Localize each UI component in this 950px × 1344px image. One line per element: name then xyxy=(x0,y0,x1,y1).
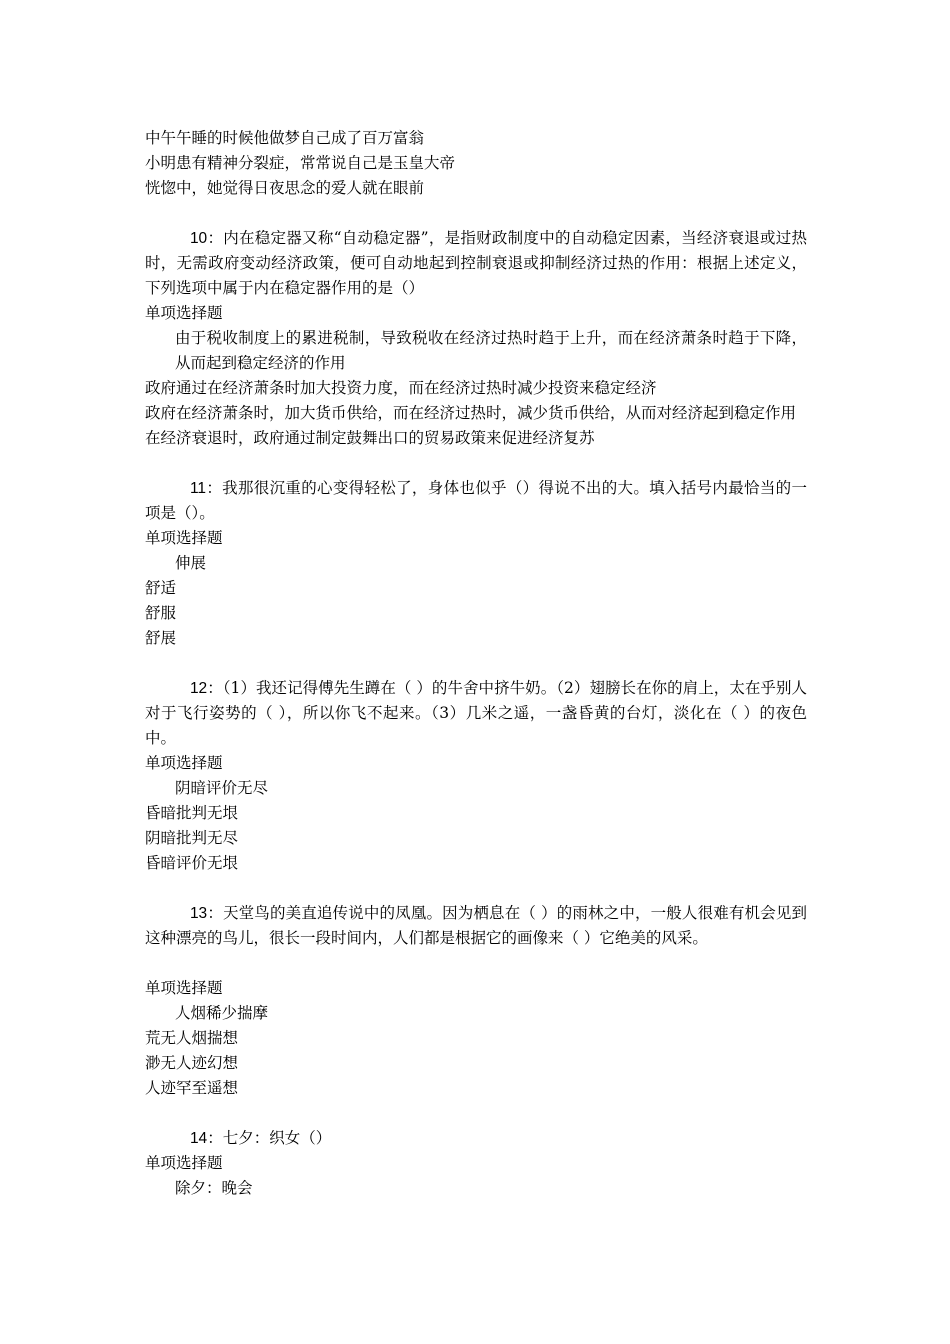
document-page xyxy=(145,126,807,1201)
option-line: 阴暗批判无尽 xyxy=(145,829,239,847)
option-line: 除夕：晚会 xyxy=(175,1179,253,1197)
question-text: ：（1）我还记得傅先生蹲在（ ）的牛舍中挤牛奶。（2）翅膀长在你的肩上，太在乎别人对于飞行姿势的（ ），所以你飞不起来。（3）几米之遥，一盏昏黄的台灯，淡化在（ ）的夜色中。 xyxy=(145,679,807,747)
question-text: ：七夕：织女（） xyxy=(207,1129,332,1147)
option-line: 恍惚中，她觉得日夜思念的爱人就在眼前 xyxy=(145,179,425,197)
question-number: 13 xyxy=(189,905,208,922)
question-stem xyxy=(145,901,807,951)
question-type: 单项选择题 xyxy=(145,529,223,547)
option-line: 昏暗批判无垠 xyxy=(145,804,239,822)
question-stem xyxy=(145,1126,807,1151)
option-line: 政府通过在经济萧条时加大投资力度，而在经济过热时减少投资来稳定经济 xyxy=(145,379,657,397)
question-text: ：内在稳定器又称“自动稳定器”，是指财政制度中的自动稳定因素，当经济衰退或过热时，无需政府变动经济政策，便可自动地起到控制衰退或抑制经济过热的作用：根据上述定义，下列选项中属于内在稳定器作用的是（） xyxy=(145,229,807,297)
option-line: 荒无人烟揣想 xyxy=(145,1029,239,1047)
question-stem xyxy=(145,226,807,301)
option-line: 伸展 xyxy=(175,554,207,572)
question-stem xyxy=(145,476,807,526)
option-line: 舒服 xyxy=(145,604,177,622)
question-type: 单项选择题 xyxy=(145,304,223,322)
question-text: ：我那很沉重的心变得轻松了，身体也似乎（）得说不出的大。填入括号内最恰当的一项是（）。 xyxy=(145,479,807,522)
question-type: 单项选择题 xyxy=(145,1154,223,1172)
question-number: 10 xyxy=(189,230,208,247)
option-line: 人烟稀少揣摩 xyxy=(175,1004,269,1022)
option-line: 由于税收制度上的累进税制，导致税收在经济过热时趋于上升，而在经济萧条时趋于下降，从而起到稳定经济的作用 xyxy=(175,329,807,372)
option-line: 在经济衰退时，政府通过制定鼓舞出口的贸易政策来促进经济复苏 xyxy=(145,429,595,447)
option-line: 舒适 xyxy=(145,579,177,597)
option-line: 昏暗评价无垠 xyxy=(145,854,239,872)
option-line: 渺无人迹幻想 xyxy=(145,1054,239,1072)
question-type: 单项选择题 xyxy=(145,754,223,772)
question-number: 12 xyxy=(189,680,208,697)
option-line: 中午午睡的时候他做梦自己成了百万富翁 xyxy=(145,129,425,147)
question-number: 14 xyxy=(189,1130,208,1147)
option-line: 阴暗评价无尽 xyxy=(175,779,269,797)
option-line: 人迹罕至遥想 xyxy=(145,1079,239,1097)
option-line: 舒展 xyxy=(145,629,177,647)
question-text: ：天堂鸟的美直追传说中的凤凰。因为栖息在（ ）的雨林之中，一般人很难有机会见到这种漂亮的鸟儿，很长一段时间内，人们都是根据它的画像来（ ）它绝美的风采。 xyxy=(145,904,807,947)
question-type: 单项选择题 xyxy=(145,979,223,997)
question-stem xyxy=(145,676,807,751)
option-line: 小明患有精神分裂症，常常说自己是玉皇大帝 xyxy=(145,154,456,172)
option-line: 政府在经济萧条时，加大货币供给，而在经济过热时，减少货币供给，从而对经济起到稳定作用 xyxy=(145,404,797,422)
question-number: 11 xyxy=(189,480,207,497)
